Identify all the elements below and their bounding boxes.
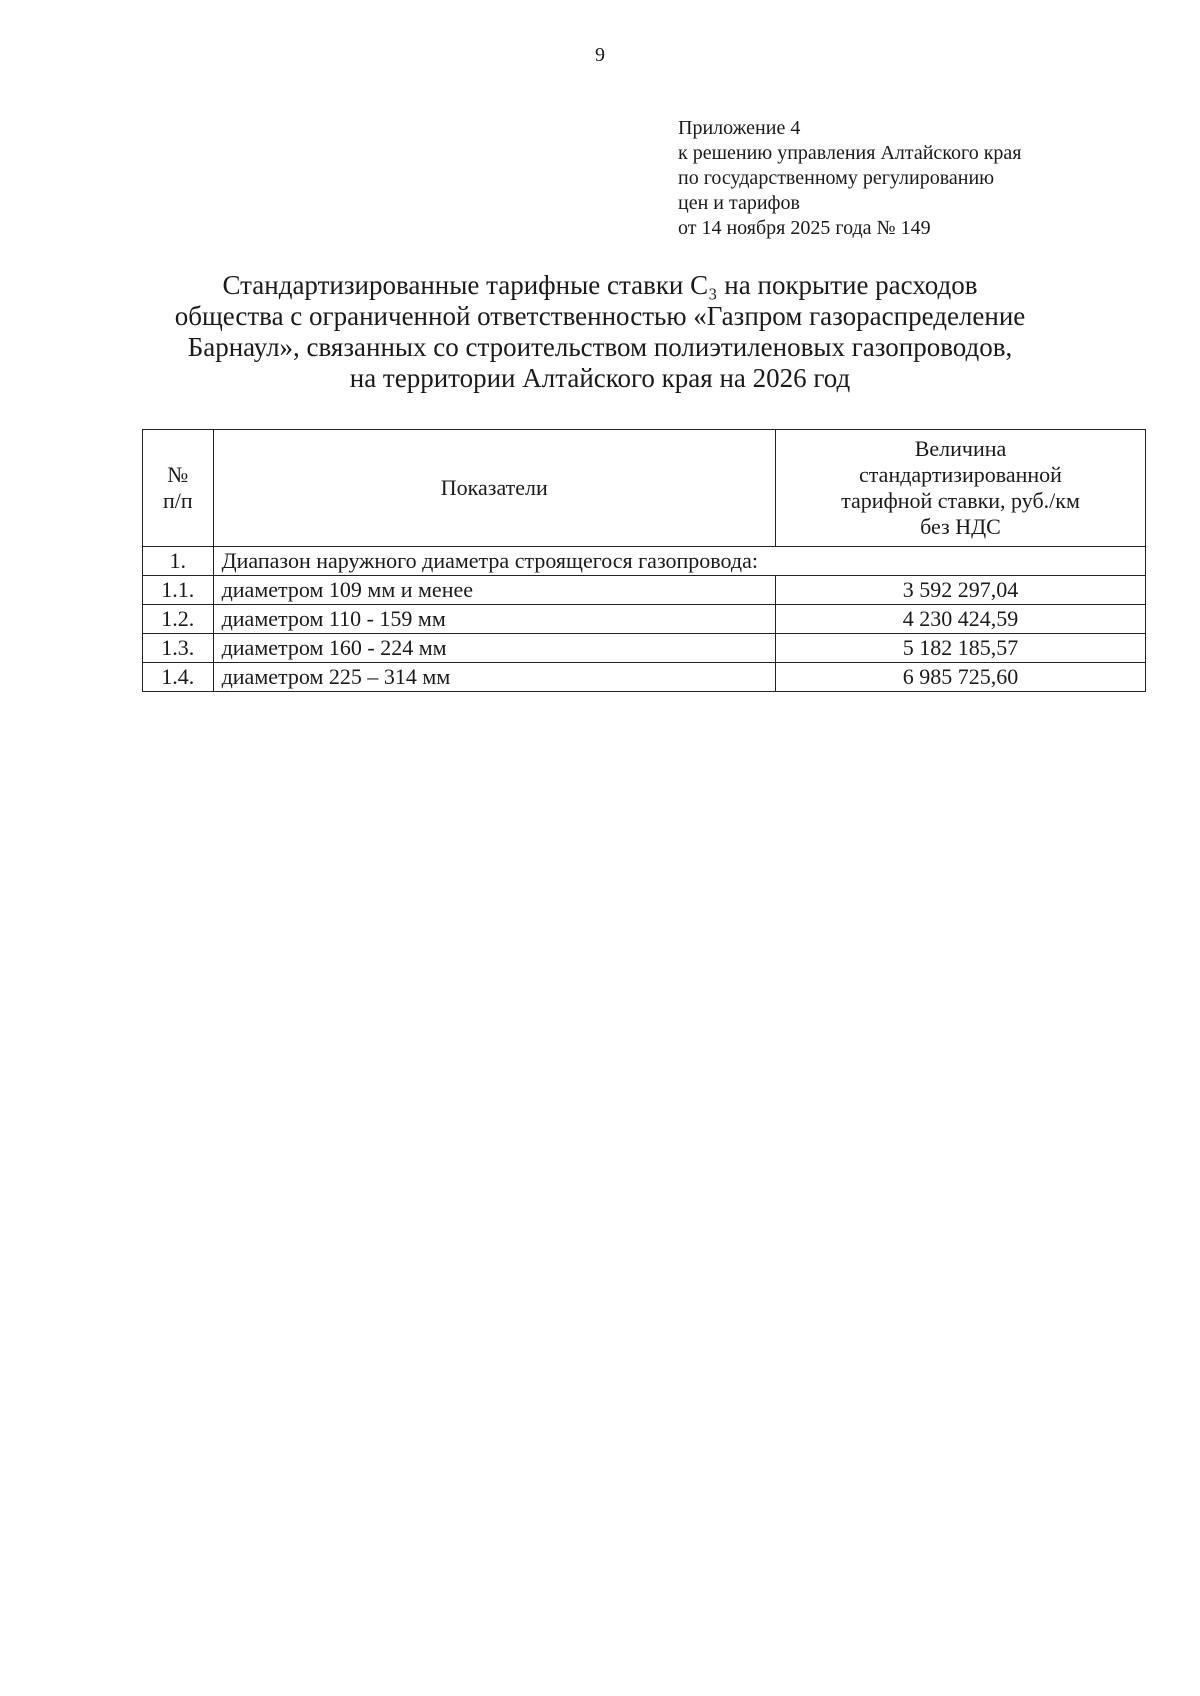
header-value xyxy=(775,430,1145,547)
header-number-line: п/п xyxy=(162,488,193,513)
section-label: Диапазон наружного диаметра строящегося газопровода: xyxy=(213,547,1145,576)
section-number: 1. xyxy=(143,547,214,576)
table-row xyxy=(143,634,1146,663)
table-row xyxy=(143,605,1146,634)
row-value: 5 182 185,57 xyxy=(775,634,1145,663)
document-title xyxy=(100,270,1100,394)
appendix-line: цен и тарифов xyxy=(678,192,800,214)
row-value: 4 230 424,59 xyxy=(775,605,1145,634)
header-value-line: тарифной ставки, руб./км xyxy=(841,488,1080,513)
row-number: 1.1. xyxy=(143,576,214,605)
table-row xyxy=(143,663,1146,692)
title-line: на территории Алтайского края на 2026 год xyxy=(349,363,851,393)
appendix-line: по государственному регулированию xyxy=(678,167,995,189)
header-value-line: Величина xyxy=(914,436,1007,461)
header-value-line: без НДС xyxy=(920,514,1001,539)
title-line: Барнаул», связанных со строительством полиэтиленовых газопроводов, xyxy=(187,332,1013,362)
row-value: 6 985 725,60 xyxy=(775,663,1145,692)
appendix-line: к решению управления Алтайского края xyxy=(678,142,1022,164)
row-indicator: диаметром 225 – 314 мм xyxy=(213,663,775,692)
header-value-line: стандартизированной xyxy=(859,462,1062,487)
section-row xyxy=(143,547,1146,576)
table-row xyxy=(143,576,1146,605)
row-indicator: диаметром 160 - 224 мм xyxy=(213,634,775,663)
tariff-table xyxy=(142,429,1146,692)
title-line: Стандартизированные тарифные ставки С₃ на покрытие расходов xyxy=(222,270,978,300)
row-number: 1.3. xyxy=(143,634,214,663)
title-line: общества с ограниченной ответственностью «Газпром газораспределение xyxy=(174,301,1026,331)
header-number xyxy=(143,430,214,547)
row-number: 1.2. xyxy=(143,605,214,634)
row-indicator: диаметром 110 - 159 мм xyxy=(213,605,775,634)
row-indicator: диаметром 109 мм и менее xyxy=(213,576,775,605)
appendix-line: Приложение 4 xyxy=(678,117,801,139)
row-value: 3 592 297,04 xyxy=(775,576,1145,605)
header-indicator: Показатели xyxy=(213,430,775,547)
appendix-line: от 14 ноября 2025 года № 149 xyxy=(678,217,931,239)
appendix-reference xyxy=(678,116,1158,241)
page-number: 9 xyxy=(595,44,605,66)
table-header-row xyxy=(143,430,1146,547)
header-number-line: № xyxy=(167,462,189,487)
row-number: 1.4. xyxy=(143,663,214,692)
